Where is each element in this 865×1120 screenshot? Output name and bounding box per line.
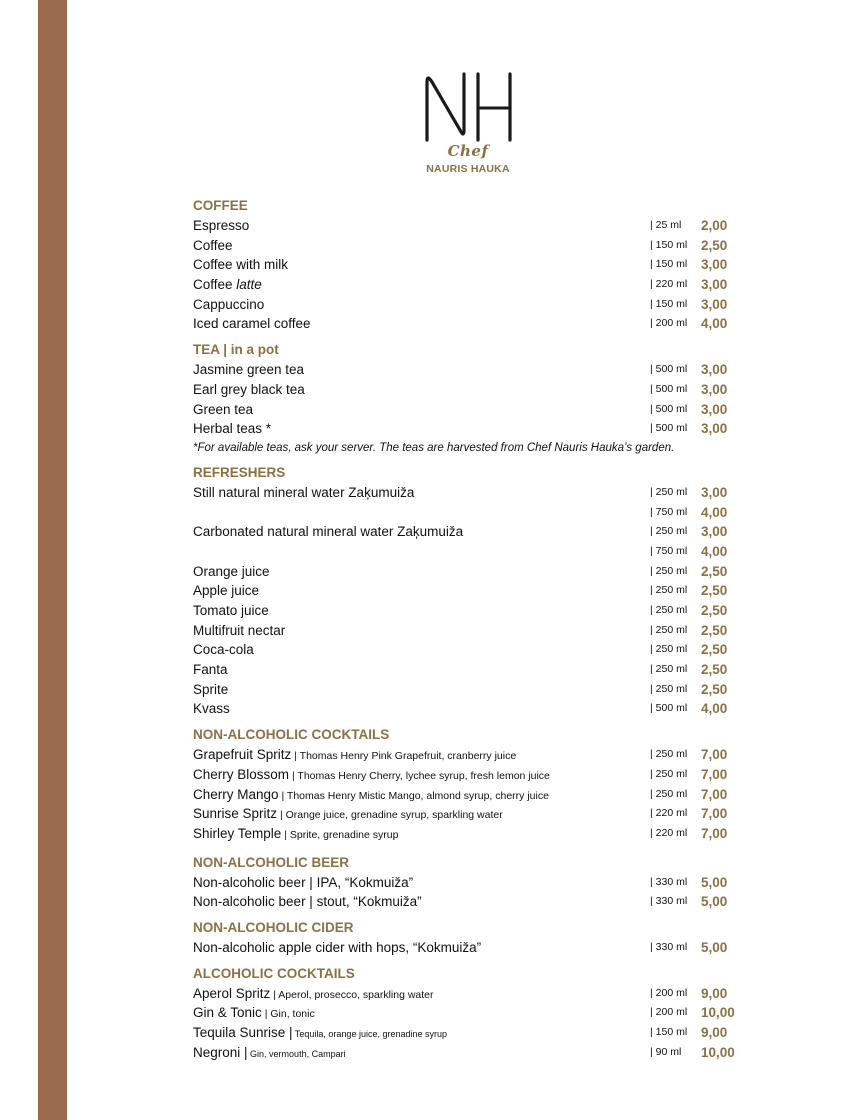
item-name: Earl grey black tea	[193, 381, 305, 397]
item-volume: | 250 ml	[650, 584, 688, 597]
item-volume: | 200 ml	[650, 317, 688, 330]
menu-item	[193, 380, 753, 400]
item-name	[193, 984, 434, 1006]
item-name: Green tea	[193, 401, 254, 417]
item-name: Non-alcoholic beer | stout, “Kokmuiža”	[193, 894, 422, 910]
item-price: 7,00	[701, 825, 728, 841]
item-volume: | 500 ml	[650, 702, 688, 715]
item-volume: | 150 ml	[650, 1026, 688, 1038]
section-tea	[193, 340, 753, 457]
item-name-text: Grapefruit Spritz	[193, 747, 292, 763]
item-volume: | 250 ml	[650, 525, 688, 538]
item-name	[193, 785, 549, 807]
item-volume: | 250 ml	[650, 485, 688, 498]
menu-item	[193, 785, 753, 805]
menu-item	[193, 984, 753, 1004]
item-name: Coffee with milk	[193, 257, 289, 273]
side-bar	[38, 0, 67, 1120]
menu-item	[193, 938, 753, 958]
item-name: Fanta	[193, 662, 228, 678]
item-description: | Thomas Henry Cherry, lychee syrup, fresh lemon juice	[289, 769, 550, 782]
item-name-text: Coffee	[193, 277, 237, 293]
menu-item	[193, 255, 753, 275]
item-volume: | 250 ml	[650, 787, 688, 800]
item-volume: | 750 ml	[650, 505, 688, 518]
menu-item	[193, 419, 753, 439]
item-price: 3,00	[701, 381, 728, 397]
item-price: 2,50	[701, 603, 728, 618]
item-price: 4,00	[701, 543, 728, 559]
section-title: COFFEE	[193, 198, 248, 213]
item-name	[193, 1043, 346, 1065]
menu-item	[193, 745, 753, 765]
logo-chef: Chef	[447, 142, 489, 160]
item-name: Still natural mineral water Zaķumuiža	[193, 484, 415, 500]
item-name-text: Shirley Temple	[193, 825, 282, 841]
item-volume: | 220 ml	[650, 826, 688, 839]
item-price: 2,50	[701, 681, 728, 697]
item-volume: | 330 ml	[650, 895, 688, 908]
item-name	[193, 745, 516, 767]
item-price: 9,00	[701, 1025, 728, 1040]
item-volume: | 250 ml	[650, 604, 688, 616]
menu-item	[193, 522, 753, 542]
item-volume: | 25 ml	[650, 219, 682, 231]
item-description: | Aperol, prosecco, sparkling water	[270, 988, 434, 1001]
logo-name: NAURIS HAUKA	[426, 163, 510, 175]
item-volume: | 150 ml	[650, 258, 688, 271]
section-title: TEA | in a pot	[193, 342, 279, 358]
item-volume: | 250 ml	[650, 623, 688, 636]
item-name	[193, 1003, 315, 1025]
item-name-italic: latte	[236, 277, 262, 293]
menu-item	[193, 360, 753, 380]
item-name	[193, 804, 503, 826]
item-name	[193, 824, 398, 846]
item-volume: | 90 ml	[650, 1045, 682, 1058]
menu	[193, 196, 753, 1062]
item-name-text: Tequila Sunrise |	[193, 1025, 293, 1040]
item-description: | Gin, tonic	[261, 1008, 315, 1021]
menu-item	[193, 824, 753, 844]
item-name: Coffee	[193, 237, 233, 253]
menu-item	[193, 640, 753, 660]
item-volume: | 150 ml	[650, 238, 688, 251]
item-name: Non-alcoholic apple cider with hops, “Kokmuiža”	[193, 939, 482, 955]
item-price: 5,00	[701, 894, 728, 910]
section-title: REFRESHERS	[193, 464, 286, 480]
item-price: 7,00	[701, 747, 728, 763]
menu-item	[193, 400, 753, 420]
section-title: NON-ALCOHOLIC CIDER	[193, 919, 354, 935]
menu-item	[193, 680, 753, 700]
item-price: 2,00	[701, 218, 728, 233]
item-price: 3,00	[701, 277, 728, 293]
section-non-alcoholic-cider	[193, 918, 753, 958]
item-name: Kvass	[193, 701, 230, 717]
item-name: Iced caramel coffee	[193, 316, 311, 332]
menu-item	[193, 236, 753, 256]
item-price: 3,00	[701, 257, 728, 273]
menu-item	[193, 562, 753, 582]
item-description: | Thomas Henry Mistic Mango, almond syrup, cherry juice	[278, 789, 549, 802]
menu-item	[193, 503, 753, 523]
section-refreshers	[193, 463, 753, 719]
item-price: 10,00	[701, 1005, 735, 1021]
menu-item	[193, 765, 753, 785]
menu-item	[193, 1023, 753, 1043]
item-description: | Orange juice, grenadine syrup, sparkling water	[277, 809, 503, 822]
menu-item	[193, 314, 753, 334]
item-volume: | 250 ml	[650, 643, 688, 656]
menu-item	[193, 804, 753, 824]
item-volume: | 500 ml	[650, 363, 688, 376]
item-volume: | 250 ml	[650, 767, 688, 780]
menu-item	[193, 295, 753, 315]
item-volume: | 500 ml	[650, 402, 688, 415]
section-alcoholic-cocktails	[193, 964, 753, 1063]
item-name: Tomato juice	[193, 603, 269, 618]
item-name: Herbal teas *	[193, 421, 272, 437]
item-name	[193, 275, 262, 295]
item-volume: | 250 ml	[650, 663, 688, 676]
menu-item	[193, 1043, 753, 1063]
menu-item	[193, 275, 753, 295]
item-price: 4,00	[701, 504, 728, 520]
item-price: 3,00	[701, 401, 728, 417]
item-volume: | 150 ml	[650, 297, 688, 310]
menu-item	[193, 892, 753, 912]
item-price: 5,00	[701, 874, 728, 890]
tea-note: *For available teas, ask your server. The teas are harvested from Chef Nauris Hauka’s garden.	[193, 441, 675, 454]
item-price: 3,00	[701, 296, 728, 312]
menu-item	[193, 216, 753, 236]
section-title: NON-ALCOHOLIC COCKTAILS	[193, 727, 390, 743]
item-volume: | 330 ml	[650, 875, 688, 888]
item-name: Apple juice	[193, 583, 260, 599]
item-volume: | 250 ml	[650, 682, 688, 695]
menu-item	[193, 581, 753, 601]
menu-item	[193, 542, 753, 562]
menu-item	[193, 873, 753, 893]
item-description: | Thomas Henry Pink Grapefruit, cranberry juice	[291, 750, 517, 763]
item-price: 2,50	[701, 583, 728, 599]
menu-item	[193, 660, 753, 680]
item-name: Cappuccino	[193, 296, 265, 312]
item-name-text: Gin & Tonic	[193, 1005, 262, 1021]
item-name: Multifruit nectar	[193, 622, 286, 638]
section-title: NON-ALCOHOLIC BEER	[193, 854, 349, 870]
item-price: 2,50	[701, 563, 728, 579]
item-description: | Sprite, grenadine syrup	[281, 828, 399, 841]
item-price: 5,00	[701, 939, 728, 955]
item-name	[193, 765, 550, 787]
item-name: Coca-cola	[193, 642, 254, 658]
item-name: Sprite	[193, 681, 229, 697]
item-volume: | 500 ml	[650, 382, 688, 395]
section-title: ALCOHOLIC COCKTAILS	[193, 965, 355, 981]
item-price: 4,00	[701, 316, 728, 332]
item-description: Gin, vermouth, Campari	[247, 1048, 346, 1059]
item-name-text: Cherry Mango	[193, 786, 279, 802]
menu-item	[193, 1003, 753, 1023]
item-name: Non-alcoholic beer | IPA, “Kokmuiža”	[193, 874, 414, 890]
item-price: 7,00	[701, 766, 728, 782]
menu-item	[193, 601, 753, 621]
section-coffee	[193, 196, 753, 334]
item-name-text: Sunrise Spritz	[193, 806, 278, 822]
item-volume: | 500 ml	[650, 422, 688, 435]
section-non-alcoholic-cocktails	[193, 725, 753, 843]
item-price: 9,00	[701, 985, 728, 1001]
item-price: 2,50	[701, 237, 728, 253]
item-volume: | 200 ml	[650, 986, 688, 999]
item-volume: | 220 ml	[650, 807, 688, 820]
item-price: 7,00	[701, 806, 728, 822]
item-volume: | 250 ml	[650, 748, 688, 761]
item-price: 3,00	[701, 421, 728, 437]
menu-item	[193, 483, 753, 503]
item-price: 2,50	[701, 642, 728, 658]
item-name	[193, 1023, 447, 1045]
item-name: Jasmine green tea	[193, 362, 305, 378]
item-price: 3,00	[701, 524, 728, 540]
item-name-text: Aperol Spritz	[193, 985, 271, 1001]
item-volume: | 200 ml	[650, 1006, 688, 1019]
logo	[418, 68, 518, 178]
item-price: 2,50	[701, 662, 728, 678]
item-volume: | 220 ml	[650, 278, 688, 291]
item-volume: | 330 ml	[650, 940, 688, 953]
item-volume: | 250 ml	[650, 564, 688, 577]
item-price: 3,00	[701, 362, 728, 378]
item-name-text: Cherry Blossom	[193, 766, 290, 782]
item-volume: | 750 ml	[650, 544, 688, 557]
item-price: 7,00	[701, 786, 728, 802]
item-name-text: Negroni |	[193, 1044, 248, 1060]
item-name: Espresso	[193, 218, 250, 233]
item-description: Tequila, orange juice, grenadine syrup	[292, 1029, 447, 1039]
menu-item	[193, 621, 753, 641]
item-price: 3,00	[701, 484, 728, 500]
nh-monogram	[418, 68, 518, 148]
menu-item	[193, 699, 753, 719]
item-name: Carbonated natural mineral water Zaķumuiža	[193, 524, 464, 540]
item-price: 2,50	[701, 622, 728, 638]
section-non-alcoholic-beer	[193, 853, 753, 912]
item-price: 4,00	[701, 701, 728, 717]
item-price: 10,00	[701, 1044, 735, 1060]
item-name: Orange juice	[193, 563, 270, 579]
